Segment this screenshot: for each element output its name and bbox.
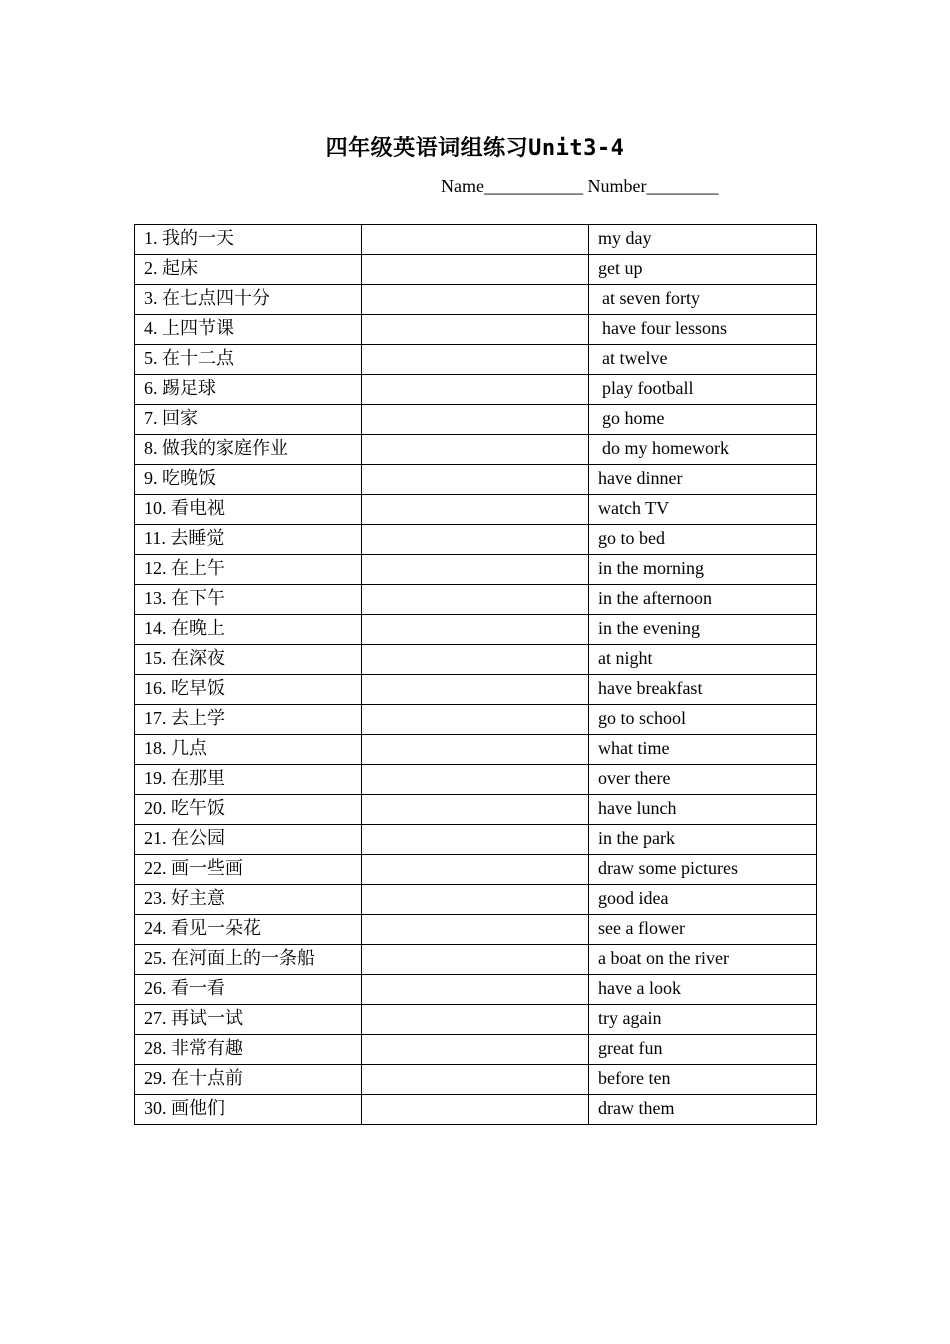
english-phrase-cell: do my homework — [589, 435, 817, 465]
english-phrase-cell: have breakfast — [589, 675, 817, 705]
english-phrase-cell: go home — [589, 405, 817, 435]
english-phrase-cell: over there — [589, 765, 817, 795]
english-phrase-cell: a boat on the river — [589, 945, 817, 975]
answer-blank-cell[interactable] — [362, 795, 589, 825]
chinese-phrase-cell: 10. 看电视 — [135, 495, 362, 525]
table-row — [135, 1005, 817, 1035]
table-row — [135, 825, 817, 855]
table-row — [135, 525, 817, 555]
chinese-phrase-cell: 29. 在十点前 — [135, 1065, 362, 1095]
table-row — [135, 645, 817, 675]
table-row — [135, 1035, 817, 1065]
answer-blank-cell[interactable] — [362, 975, 589, 1005]
english-phrase-cell: great fun — [589, 1035, 817, 1065]
answer-blank-cell[interactable] — [362, 495, 589, 525]
answer-blank-cell[interactable] — [362, 645, 589, 675]
table-row — [135, 975, 817, 1005]
english-phrase-cell: have lunch — [589, 795, 817, 825]
english-phrase-cell: in the evening — [589, 615, 817, 645]
chinese-phrase-cell: 28. 非常有趣 — [135, 1035, 362, 1065]
english-phrase-cell: my day — [589, 225, 817, 255]
chinese-phrase-cell: 25. 在河面上的一条船 — [135, 945, 362, 975]
chinese-phrase-cell: 24. 看见一朵花 — [135, 915, 362, 945]
chinese-phrase-cell: 30. 画他们 — [135, 1095, 362, 1125]
answer-blank-cell[interactable] — [362, 705, 589, 735]
answer-blank-cell[interactable] — [362, 1065, 589, 1095]
chinese-phrase-cell: 3. 在七点四十分 — [135, 285, 362, 315]
answer-blank-cell[interactable] — [362, 885, 589, 915]
english-phrase-cell: go to school — [589, 705, 817, 735]
chinese-phrase-cell: 4. 上四节课 — [135, 315, 362, 345]
answer-blank-cell[interactable] — [362, 1095, 589, 1125]
chinese-phrase-cell: 19. 在那里 — [135, 765, 362, 795]
chinese-phrase-cell: 27. 再试一试 — [135, 1005, 362, 1035]
table-row — [135, 225, 817, 255]
table-row — [135, 285, 817, 315]
answer-blank-cell[interactable] — [362, 765, 589, 795]
english-phrase-cell: go to bed — [589, 525, 817, 555]
answer-blank-cell[interactable] — [362, 855, 589, 885]
english-phrase-cell: in the afternoon — [589, 585, 817, 615]
table-row — [135, 1065, 817, 1095]
answer-blank-cell[interactable] — [362, 435, 589, 465]
chinese-phrase-cell: 6. 踢足球 — [135, 375, 362, 405]
english-phrase-cell: good idea — [589, 885, 817, 915]
answer-blank-cell[interactable] — [362, 285, 589, 315]
chinese-phrase-cell: 21. 在公园 — [135, 825, 362, 855]
english-phrase-cell: get up — [589, 255, 817, 285]
english-phrase-cell: have four lessons — [589, 315, 817, 345]
answer-blank-cell[interactable] — [362, 915, 589, 945]
table-row — [135, 435, 817, 465]
english-phrase-cell: what time — [589, 735, 817, 765]
table-row — [135, 465, 817, 495]
answer-blank-cell[interactable] — [362, 345, 589, 375]
answer-blank-cell[interactable] — [362, 465, 589, 495]
english-phrase-cell: play football — [589, 375, 817, 405]
answer-blank-cell[interactable] — [362, 1035, 589, 1065]
chinese-phrase-cell: 15. 在深夜 — [135, 645, 362, 675]
table-row — [135, 255, 817, 285]
table-row — [135, 855, 817, 885]
page-title: 四年级英语词组练习Unit3-4 — [325, 136, 625, 161]
table-row — [135, 945, 817, 975]
vocabulary-table-body — [135, 225, 817, 1125]
answer-blank-cell[interactable] — [362, 375, 589, 405]
table-row — [135, 345, 817, 375]
chinese-phrase-cell: 13. 在下午 — [135, 585, 362, 615]
english-phrase-cell: draw them — [589, 1095, 817, 1125]
chinese-phrase-cell: 17. 去上学 — [135, 705, 362, 735]
answer-blank-cell[interactable] — [362, 225, 589, 255]
english-phrase-cell: draw some pictures — [589, 855, 817, 885]
english-phrase-cell: in the park — [589, 825, 817, 855]
chinese-phrase-cell: 7. 回家 — [135, 405, 362, 435]
table-row — [135, 915, 817, 945]
answer-blank-cell[interactable] — [362, 585, 589, 615]
chinese-phrase-cell: 12. 在上午 — [135, 555, 362, 585]
chinese-phrase-cell: 22. 画一些画 — [135, 855, 362, 885]
english-phrase-cell: have a look — [589, 975, 817, 1005]
chinese-phrase-cell: 20. 吃午饭 — [135, 795, 362, 825]
english-phrase-cell: at twelve — [589, 345, 817, 375]
chinese-phrase-cell: 26. 看一看 — [135, 975, 362, 1005]
chinese-phrase-cell: 23. 好主意 — [135, 885, 362, 915]
table-row — [135, 585, 817, 615]
answer-blank-cell[interactable] — [362, 735, 589, 765]
vocabulary-table — [134, 224, 817, 1125]
answer-blank-cell[interactable] — [362, 555, 589, 585]
table-row — [135, 735, 817, 765]
answer-blank-cell[interactable] — [362, 255, 589, 285]
table-row — [135, 615, 817, 645]
table-row — [135, 705, 817, 735]
table-row — [135, 885, 817, 915]
answer-blank-cell[interactable] — [362, 615, 589, 645]
answer-blank-cell[interactable] — [362, 825, 589, 855]
chinese-phrase-cell: 1. 我的一天 — [135, 225, 362, 255]
table-row — [135, 315, 817, 345]
english-phrase-cell: watch TV — [589, 495, 817, 525]
chinese-phrase-cell: 5. 在十二点 — [135, 345, 362, 375]
answer-blank-cell[interactable] — [362, 525, 589, 555]
answer-blank-cell[interactable] — [362, 945, 589, 975]
english-phrase-cell: before ten — [589, 1065, 817, 1095]
table-row — [135, 1095, 817, 1125]
table-row — [135, 555, 817, 585]
chinese-phrase-cell: 2. 起床 — [135, 255, 362, 285]
table-row — [135, 765, 817, 795]
answer-blank-cell[interactable] — [362, 315, 589, 345]
english-phrase-cell: at night — [589, 645, 817, 675]
chinese-phrase-cell: 8. 做我的家庭作业 — [135, 435, 362, 465]
chinese-phrase-cell: 18. 几点 — [135, 735, 362, 765]
table-row — [135, 795, 817, 825]
english-phrase-cell: try again — [589, 1005, 817, 1035]
english-phrase-cell: have dinner — [589, 465, 817, 495]
answer-blank-cell[interactable] — [362, 1005, 589, 1035]
answer-blank-cell[interactable] — [362, 675, 589, 705]
chinese-phrase-cell: 14. 在晚上 — [135, 615, 362, 645]
table-row — [135, 375, 817, 405]
name-number-line: Name___________ Number________ — [441, 176, 719, 196]
chinese-phrase-cell: 11. 去睡觉 — [135, 525, 362, 555]
english-phrase-cell: at seven forty — [589, 285, 817, 315]
chinese-phrase-cell: 16. 吃早饭 — [135, 675, 362, 705]
chinese-phrase-cell: 9. 吃晚饭 — [135, 465, 362, 495]
table-row — [135, 405, 817, 435]
table-row — [135, 495, 817, 525]
table-row — [135, 675, 817, 705]
answer-blank-cell[interactable] — [362, 405, 589, 435]
english-phrase-cell: in the morning — [589, 555, 817, 585]
english-phrase-cell: see a flower — [589, 915, 817, 945]
